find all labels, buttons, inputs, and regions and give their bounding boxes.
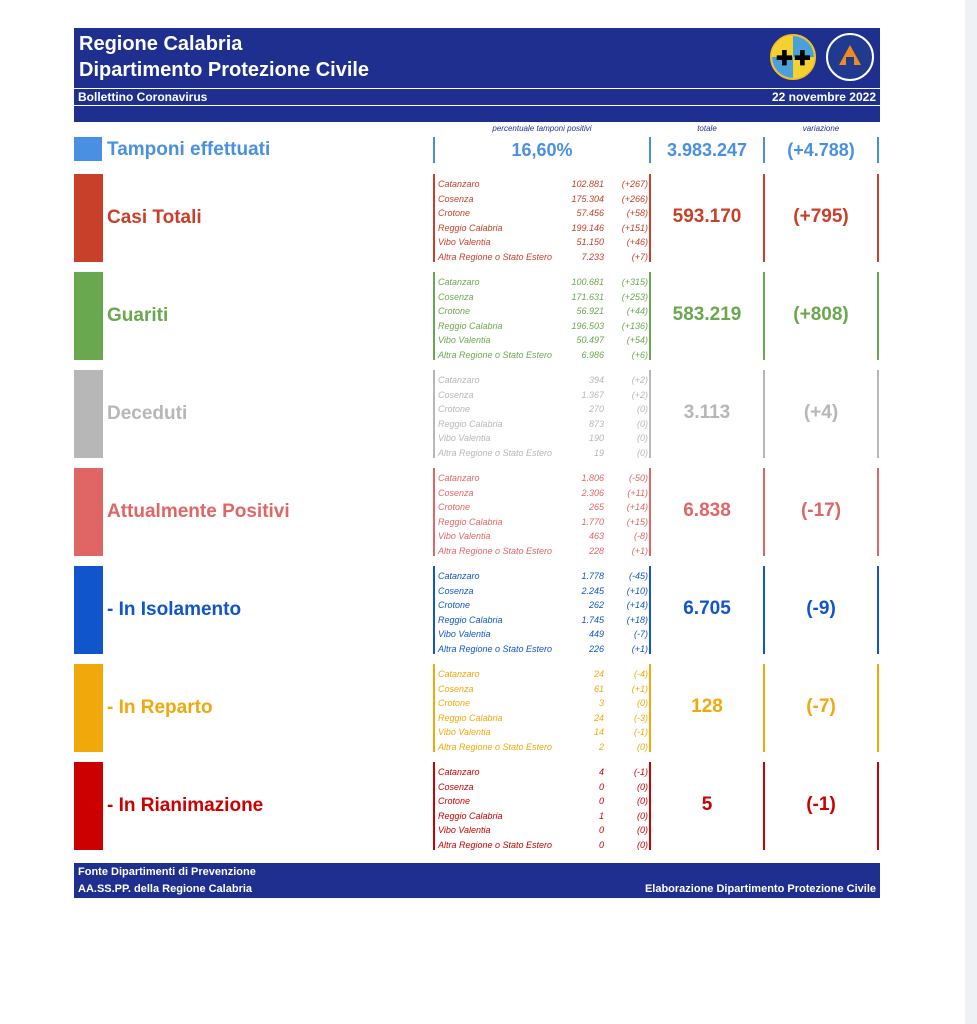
province-row [436,765,650,780]
province-row [436,584,650,599]
province-delta: (0) [637,810,648,821]
divider [877,137,879,163]
province-name: Cosenza [438,781,474,792]
section-variation: (-7) [806,696,836,717]
province-row [436,627,650,642]
province-name: Crotone [438,404,471,414]
province-value: 196.503 [571,320,604,331]
province-name: Catanzaro [438,375,480,385]
province-name: Catanzaro [438,571,480,581]
province-value: 228 [588,545,604,556]
province-row [436,348,650,363]
province-row [436,529,650,544]
province-name: Altra Regione o Stato Estero [438,349,553,360]
column-header-variation: variazione [802,124,840,133]
section-color-bar [74,272,103,360]
province-delta: (+1) [631,643,648,654]
footer-credit: Elaborazione Dipartimento Protezione Civile [644,883,876,895]
province-delta: (+2) [631,389,648,400]
province-delta: (-4) [634,669,648,679]
divider [877,664,879,752]
province-name: Cosenza [438,291,474,302]
province-delta: (+315) [621,277,648,287]
section-total: 593.170 [672,206,742,227]
column-header-percent: percentuale tamponi positivi [492,124,592,133]
divider [649,174,651,262]
province-value: 0 [598,839,604,850]
province-delta: (0) [637,698,648,708]
province-name: Reggio Calabria [438,614,503,625]
province-value: 1.770 [581,516,604,527]
province-name: Catanzaro [438,277,480,287]
province-name: Crotone [438,208,471,218]
divider [433,762,435,850]
province-value: 0 [598,781,604,792]
province-name: Altra Regione o Stato Estero [438,741,553,752]
province-row [436,725,650,740]
province-row [436,794,650,809]
section-variation: (+4) [803,402,839,423]
province-value: 1 [598,810,604,821]
province-value: 190 [588,433,604,443]
province-value: 0 [598,825,604,835]
province-list [436,275,650,362]
province-name: Catanzaro [438,473,480,483]
province-list [436,177,650,264]
province-row [436,696,650,711]
province-list [436,667,650,754]
province-delta: (0) [637,741,648,752]
province-row [436,740,650,755]
province-delta: (+54) [626,335,648,345]
province-name: Reggio Calabria [438,222,503,233]
province-value: 14 [593,727,604,737]
tamponi-label: Tamponi effettuati [107,139,271,160]
divider [433,566,435,654]
bulletin-bar [74,88,880,105]
section-total: 6.838 [683,500,731,521]
province-row [436,206,650,221]
section-label: - In Rianimazione [107,795,264,816]
province-name: Vibo Valentia [438,335,491,345]
footer-source-line1: Fonte Dipartimenti di Prevenzione [78,866,256,878]
province-value: 102.881 [571,179,604,189]
province-row [436,446,650,461]
province-name: Vibo Valentia [438,531,491,541]
header-banner [74,28,880,88]
province-name: Vibo Valentia [438,727,491,737]
province-row [436,544,650,559]
province-delta: (+253) [621,291,648,302]
header-band [74,106,880,122]
bulletin-date: 22 novembre 2022 [771,90,876,104]
section-label: Guariti [107,305,169,326]
province-delta: (-1) [634,727,648,737]
province-name: Crotone [438,306,471,316]
province-list [436,569,650,656]
province-row [436,711,650,726]
province-name: Crotone [438,698,471,708]
province-delta: (-7) [634,629,648,639]
province-value: 265 [588,502,604,512]
province-delta: (+44) [626,306,648,316]
divider [877,174,879,262]
province-name: Crotone [438,796,471,806]
footer-source-line2: AA.SS.PP. della Regione Calabria [78,883,253,895]
section-5 [74,664,880,752]
province-delta: (+2) [631,375,648,385]
province-name: Reggio Calabria [438,810,503,821]
divider [649,468,651,556]
section-label: Casi Totali [107,207,202,228]
province-delta: (-3) [634,712,648,723]
province-value: 449 [588,629,604,639]
province-delta: (0) [637,839,648,850]
province-delta: (0) [637,796,648,806]
province-delta: (+11) [627,487,648,498]
province-value: 873 [588,418,604,429]
section-color-bar [74,762,103,850]
scrollbar-track[interactable] [965,0,977,1024]
tamponi-total: 3.983.247 [666,140,748,160]
divider [433,137,435,163]
province-name: Crotone [438,502,471,512]
province-list [436,765,650,852]
divider [649,272,651,360]
province-row [436,780,650,795]
province-name: Vibo Valentia [438,237,491,247]
province-row [436,333,650,348]
section-total: 128 [691,696,723,717]
province-delta: (+46) [626,237,648,247]
province-name: Catanzaro [438,179,480,189]
province-value: 7.233 [581,251,604,262]
province-value: 463 [588,531,604,541]
province-row [436,177,650,192]
province-delta: (+266) [621,193,648,204]
province-name: Vibo Valentia [438,629,491,639]
province-name: Catanzaro [438,669,480,679]
province-row [436,250,650,265]
section-6 [74,762,880,850]
divider [877,272,879,360]
province-row [436,388,650,403]
divider [763,566,765,654]
province-delta: (+151) [621,222,648,233]
divider [763,174,765,262]
section-4 [74,566,880,654]
province-name: Altra Regione o Stato Estero [438,839,553,850]
province-delta: (+58) [626,208,648,218]
divider [433,174,435,262]
province-delta: (+1) [631,683,648,694]
province-name: Altra Regione o Stato Estero [438,447,553,458]
province-row [436,667,650,682]
province-value: 262 [588,600,604,610]
civil-protection-logo-icon [826,33,874,81]
section-2 [74,370,880,458]
section-variation: (-1) [806,794,836,815]
province-value: 171.631 [571,291,604,302]
province-row [436,417,650,432]
tamponi-percent: 16,60% [511,140,573,160]
province-value: 24 [593,712,604,723]
province-value: 51.150 [576,237,604,247]
province-delta: (0) [637,781,648,792]
divider [763,762,765,850]
province-delta: (-1) [634,767,648,777]
province-delta: (-50) [628,473,648,483]
province-row [436,598,650,613]
footer-banner [74,863,880,898]
province-name: Reggio Calabria [438,418,503,429]
province-value: 24 [593,669,604,679]
province-row [436,319,650,334]
province-name: Reggio Calabria [438,712,503,723]
province-delta: (+267) [621,179,648,189]
divider [649,762,651,850]
divider [433,370,435,458]
section-variation: (+795) [793,206,849,227]
section-color-bar [74,370,103,458]
province-value: 1.745 [581,614,604,625]
province-row [436,471,650,486]
province-value: 19 [593,447,604,458]
section-color-bar [74,664,103,752]
province-value: 4 [598,767,604,777]
province-delta: (0) [637,433,648,443]
province-list [436,471,650,558]
divider [433,272,435,360]
province-value: 1.367 [581,389,604,400]
divider [877,762,879,850]
province-value: 394 [588,375,604,385]
province-value: 175.304 [571,193,604,204]
province-row [436,402,650,417]
province-value: 3 [598,698,604,708]
province-name: Altra Regione o Stato Estero [438,643,553,654]
province-value: 226 [588,643,604,654]
province-list [436,373,650,460]
province-name: Catanzaro [438,767,480,777]
province-row [436,642,650,657]
divider [763,137,765,163]
province-delta: (+18) [626,614,648,625]
province-row [436,823,650,838]
province-value: 0 [598,796,604,806]
divider [649,566,651,654]
province-row [436,486,650,501]
province-name: Cosenza [438,487,474,498]
province-row [436,290,650,305]
section-label: Attualmente Positivi [107,501,290,522]
province-value: 1.778 [581,571,604,581]
bulletin-title: Bollettino Coronavirus [78,90,208,104]
section-total: 5 [701,794,713,815]
province-name: Vibo Valentia [438,433,491,443]
province-delta: (0) [637,404,648,414]
province-delta: (+136) [621,320,648,331]
province-delta: (0) [637,447,648,458]
province-delta: (+14) [626,502,648,512]
province-delta: (0) [637,825,648,835]
province-delta: (+1) [631,545,648,556]
divider [763,272,765,360]
section-color-bar [74,566,103,654]
province-value: 50.497 [576,335,604,345]
province-row [436,235,650,250]
section-color-bar [74,468,103,556]
province-name: Reggio Calabria [438,516,503,527]
province-delta: (+6) [631,349,648,360]
section-3 [74,468,880,556]
province-delta: (+10) [626,585,648,596]
province-delta: (+7) [631,251,648,262]
province-name: Vibo Valentia [438,825,491,835]
divider [763,468,765,556]
province-row [436,431,650,446]
province-row [436,569,650,584]
province-value: 6.986 [581,349,604,360]
province-name: Altra Regione o Stato Estero [438,251,553,262]
province-value: 2 [598,741,604,752]
province-row [436,515,650,530]
divider [649,664,651,752]
province-name: Cosenza [438,683,474,694]
province-value: 199.146 [571,222,604,233]
section-total: 6.705 [683,598,731,619]
province-row [436,275,650,290]
province-name: Reggio Calabria [438,320,503,331]
section-label: Deceduti [107,403,188,424]
province-row [436,809,650,824]
region-coat-of-arms-icon: ✚ ✚ [770,34,816,80]
province-value: 61 [593,683,604,694]
section-variation: (+808) [793,304,849,325]
tamponi-color-square [74,137,102,161]
province-value: 57.456 [576,208,604,218]
province-name: Cosenza [438,193,474,204]
province-delta: (-45) [628,571,648,581]
province-row [436,221,650,236]
divider [877,566,879,654]
province-value: 2.245 [581,585,604,596]
province-row [436,682,650,697]
divider [433,664,435,752]
province-value: 1.806 [581,473,604,483]
divider [877,370,879,458]
province-delta: (-8) [634,531,648,541]
section-color-bar [74,174,103,262]
tamponi-variation: (+4.788) [787,140,855,160]
province-row [436,192,650,207]
province-delta: (+14) [626,600,648,610]
province-row [436,304,650,319]
province-row [436,500,650,515]
province-row [436,613,650,628]
divider [877,468,879,556]
province-name: Altra Regione o Stato Estero [438,545,553,556]
region-title: Regione Calabria [79,33,243,55]
province-name: Cosenza [438,585,474,596]
divider [649,370,651,458]
province-value: 56.921 [576,306,604,316]
section-variation: (-9) [806,598,836,619]
section-variation: (-17) [800,500,842,521]
section-label: - In Reparto [107,697,213,718]
province-value: 270 [588,404,604,414]
column-header-total: totale [697,124,717,133]
divider [763,664,765,752]
province-row [436,373,650,388]
divider [649,137,651,163]
section-1 [74,272,880,360]
province-row [436,838,650,853]
province-name: Crotone [438,600,471,610]
section-total: 583.219 [672,304,742,325]
divider [763,370,765,458]
divider [433,468,435,556]
province-value: 100.681 [571,277,604,287]
province-value: 2.306 [581,487,604,498]
province-delta: (0) [637,418,648,429]
department-title: Dipartimento Protezione Civile [79,59,370,81]
province-name: Cosenza [438,389,474,400]
section-label: - In Isolamento [107,599,242,620]
section-total: 3.113 [683,402,731,423]
section-0 [74,174,880,262]
province-delta: (+15) [626,516,648,527]
